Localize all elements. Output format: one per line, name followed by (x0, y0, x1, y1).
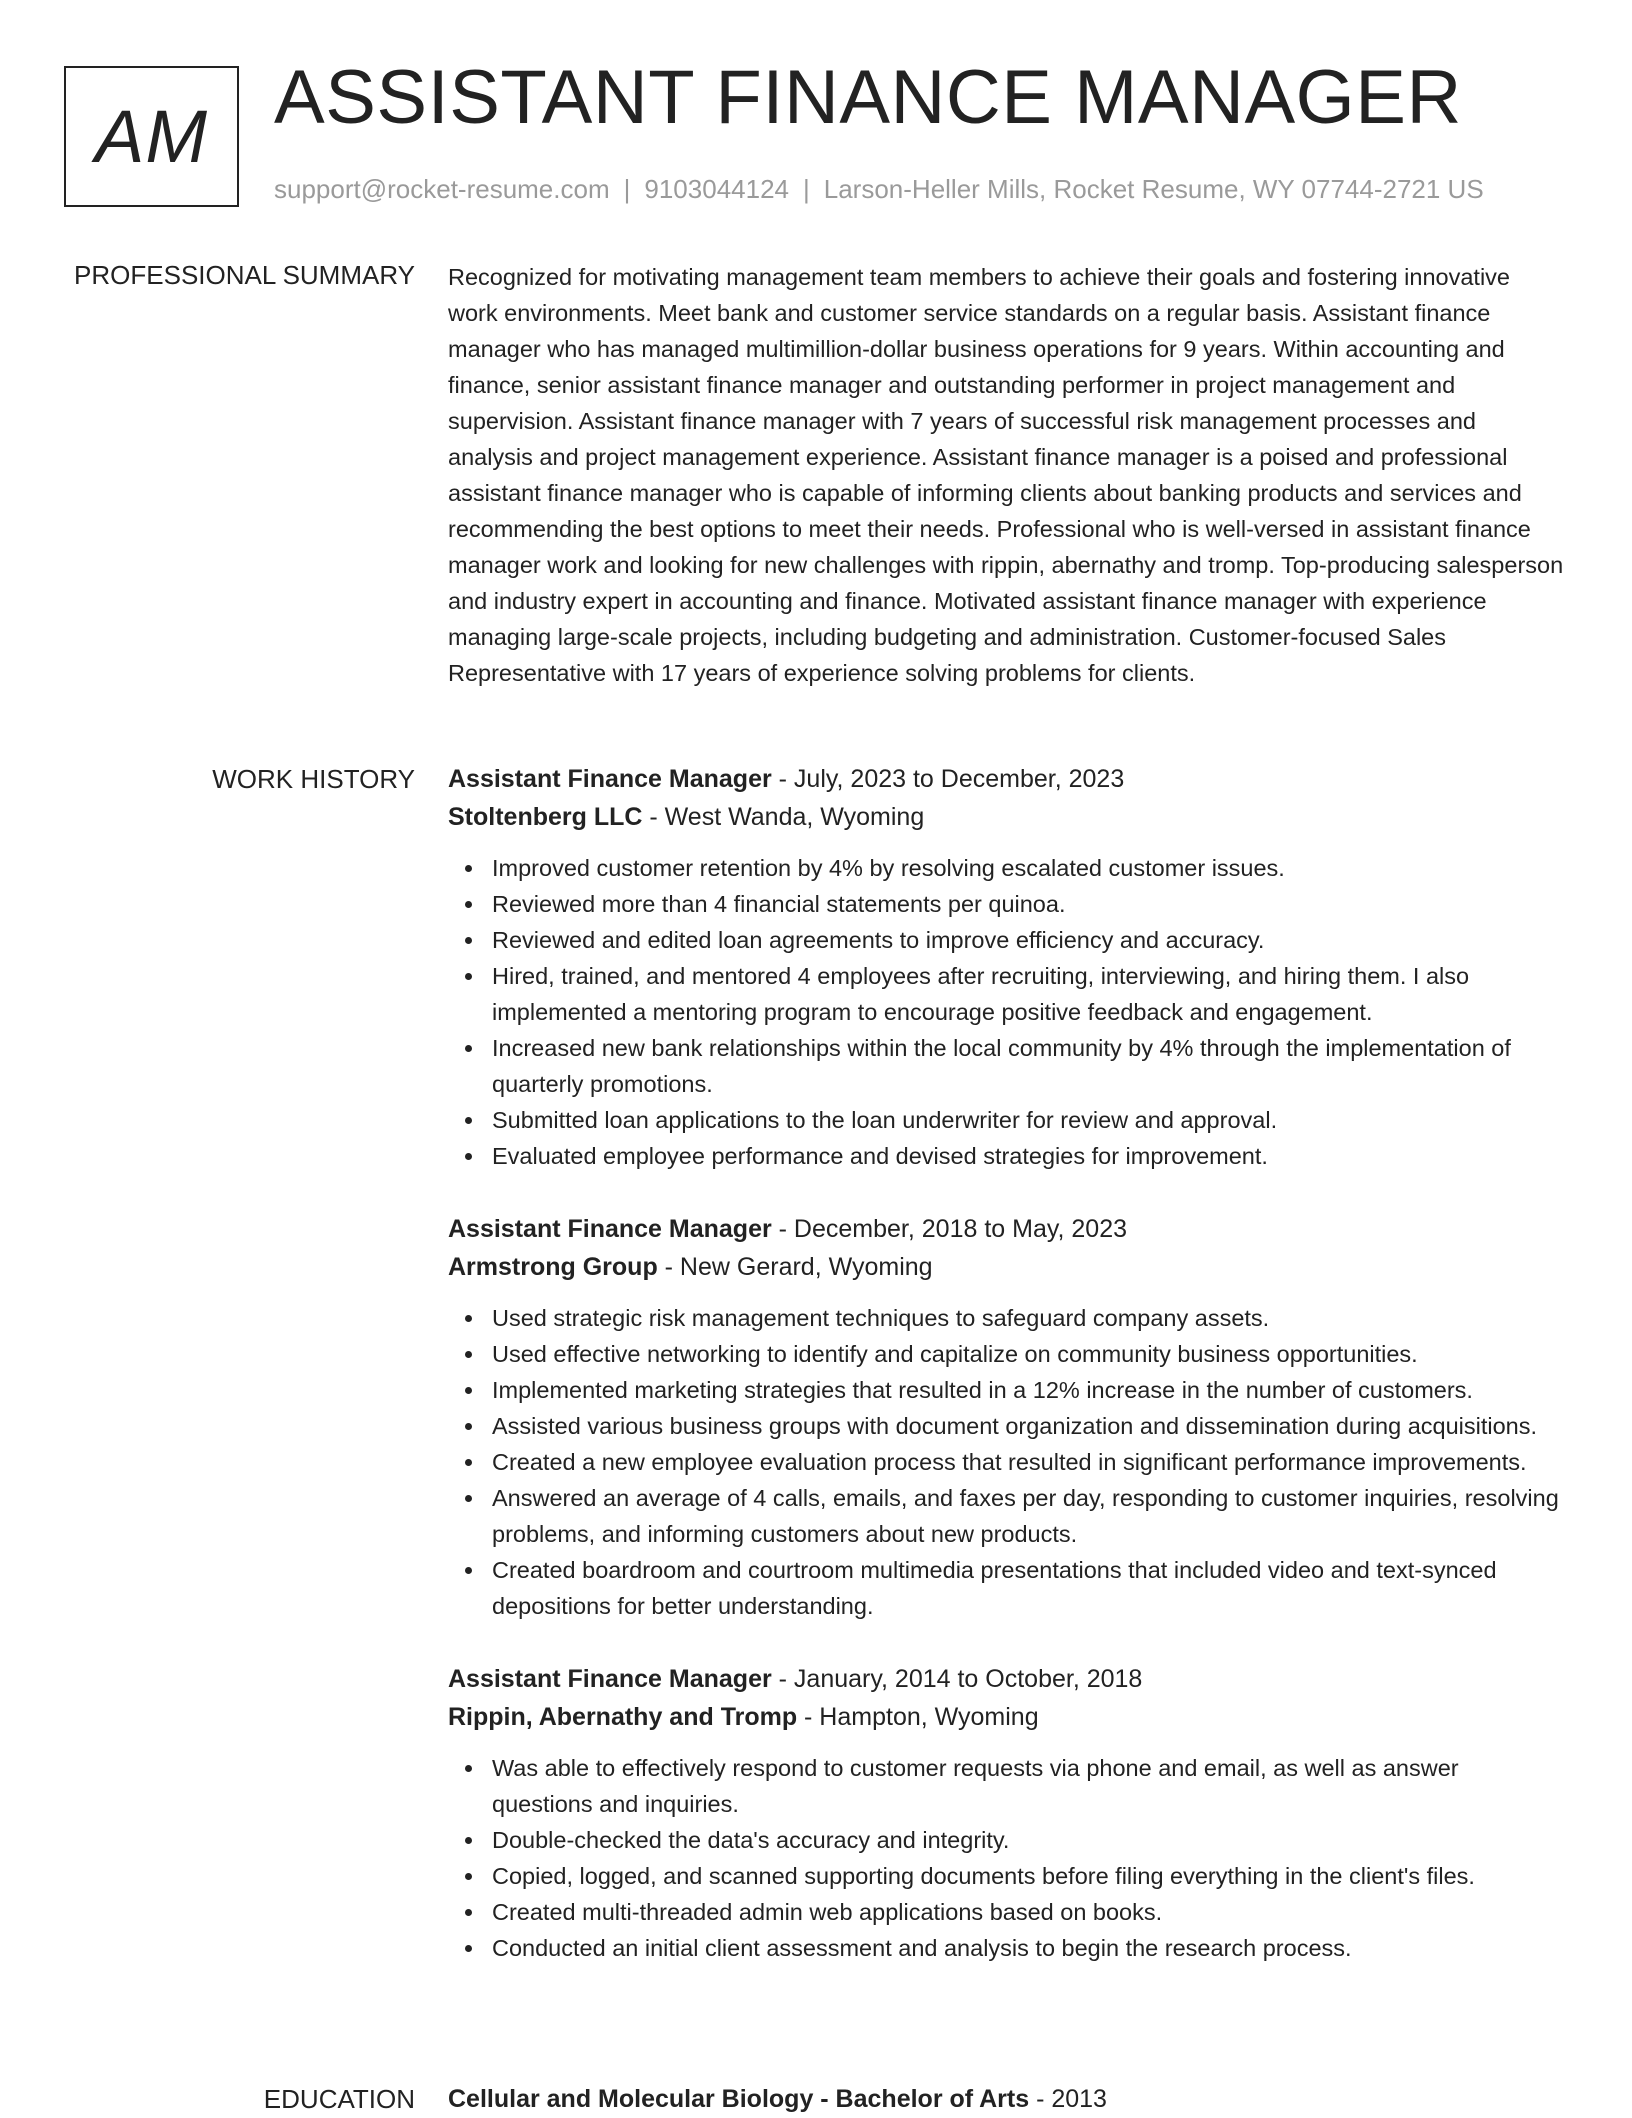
contact-email[interactable]: support@rocket-resume.com (274, 174, 610, 204)
jobs-list (448, 760, 1564, 2002)
contact-phone[interactable]: 9103044124 (644, 174, 789, 204)
job-bullets (448, 1750, 1564, 1966)
contact-separator: | (803, 174, 810, 204)
job-entry (448, 1660, 1564, 1966)
contact-line (274, 174, 1484, 205)
job-bullet: Conducted an initial client assessment and analysis to begin the research process. (492, 1930, 1564, 1966)
job-dates: - December, 2018 to May, 2023 (771, 1215, 1128, 1243)
job-company: Armstrong Group (448, 1253, 658, 1281)
job-bullet: Created multi-threaded admin web applications based on books. (492, 1894, 1564, 1930)
job-title-line (448, 760, 1564, 798)
education-degree: Cellular and Molecular Biology - Bachelor of Arts (448, 2085, 1030, 2113)
job-bullet: Evaluated employee performance and devised strategies for improvement. (492, 1138, 1564, 1174)
job-dates: - January, 2014 to October, 2018 (771, 1665, 1143, 1693)
job-company: Stoltenberg LLC (448, 803, 643, 831)
job-company-line (448, 1248, 1564, 1286)
summary-heading: PROFESSIONAL SUMMARY (74, 260, 415, 290)
job-bullets (448, 1300, 1564, 1624)
contact-separator: | (623, 174, 631, 204)
job-bullet: Used strategic risk management techniques to safeguard company assets. (492, 1300, 1564, 1336)
monogram-initials: AM (95, 94, 208, 178)
work-history-heading: WORK HISTORY (212, 764, 415, 794)
job-title: Assistant Finance Manager (448, 1665, 772, 1693)
job-bullet: Improved customer retention by 4% by resolving escalated customer issues. (492, 850, 1564, 886)
job-title: Assistant Finance Manager (448, 1215, 772, 1243)
job-title: Assistant Finance Manager (448, 765, 772, 793)
job-dates: - July, 2023 to December, 2023 (771, 765, 1125, 793)
job-location: - New Gerard, Wyoming (657, 1253, 933, 1281)
summary-paragraph: Recognized for motivating management team members to achieve their goals and fostering innovative work environments. Meet bank and customer service standards on a regular basis. Assistant finance manager who has managed multimillion-dollar business operations for 9 years. Within accounting and finance, senior assistant finance manager and outstanding performer in project management and supervision. Assistant finance manager with 7 years of successful risk management processes and analysis and project management experience. Assistant finance manager is a poised and professional assistant finance manager who is capable of informing clients about banking products and services and recommending the best options to meet their needs. Professional who is well-versed in assistant finance manager work and looking for new challenges with rippin, abernathy and tromp. Top-producing salesperson and industry expert in accounting and finance. Motivated assistant finance manager with experience managing large-scale projects, including budgeting and administration. Customer-focused Sales Representative with 17 years of experience solving problems for clients. (448, 264, 1564, 686)
job-bullet: Copied, logged, and scanned supporting documents before filing everything in the client's files. (492, 1858, 1564, 1894)
job-bullet: Answered an average of 4 calls, emails, and faxes per day, responding to customer inquiries, resolving problems, and informing customers about new products. (492, 1480, 1564, 1552)
job-bullet: Increased new bank relationships within the local community by 4% through the implementation of quarterly promotions. (492, 1030, 1564, 1102)
job-bullets (448, 850, 1564, 1174)
job-bullet: Was able to effectively respond to customer requests via phone and email, as well as answer questions and inquiries. (492, 1750, 1564, 1822)
job-bullet: Implemented marketing strategies that resulted in a 12% increase in the number of customers. (492, 1372, 1564, 1408)
job-bullet: Created a new employee evaluation process that resulted in significant performance improvements. (492, 1444, 1564, 1480)
job-bullet: Reviewed and edited loan agreements to improve efficiency and accuracy. (492, 922, 1564, 958)
job-bullet: Double-checked the data's accuracy and integrity. (492, 1822, 1564, 1858)
job-company-line (448, 1698, 1564, 1736)
job-bullet: Hired, trained, and mentored 4 employees after recruiting, interviewing, and hiring them. I also implemented a mentoring program to encourage positive feedback and engagement. (492, 958, 1564, 1030)
education-line (448, 2080, 1564, 2118)
job-bullet: Reviewed more than 4 financial statements per quinoa. (492, 886, 1564, 922)
contact-address: Larson-Heller Mills, Rocket Resume, WY 07744-2721 US (823, 174, 1484, 204)
job-bullet: Submitted loan applications to the loan underwriter for review and approval. (492, 1102, 1564, 1138)
job-bullet: Created boardroom and courtroom multimedia presentations that included video and text-synced depositions for better understanding. (492, 1552, 1564, 1624)
job-location: - West Wanda, Wyoming (642, 803, 925, 831)
job-entry (448, 760, 1564, 1174)
education-year: - 2013 (1029, 2085, 1107, 2113)
job-bullet: Used effective networking to identify and capitalize on community business opportunities. (492, 1336, 1564, 1372)
education-heading: EDUCATION (263, 2084, 415, 2114)
job-company: Rippin, Abernathy and Tromp (448, 1703, 798, 1731)
job-title-line (448, 1660, 1564, 1698)
job-title-line (448, 1210, 1564, 1248)
monogram-logo (64, 66, 239, 207)
job-company-line (448, 798, 1564, 836)
job-location: - Hampton, Wyoming (797, 1703, 1039, 1731)
job-entry (448, 1210, 1564, 1624)
resume-title: ASSISTANT FINANCE MANAGER (274, 55, 1462, 140)
job-bullet: Assisted various business groups with document organization and dissemination during acquisitions. (492, 1408, 1564, 1444)
